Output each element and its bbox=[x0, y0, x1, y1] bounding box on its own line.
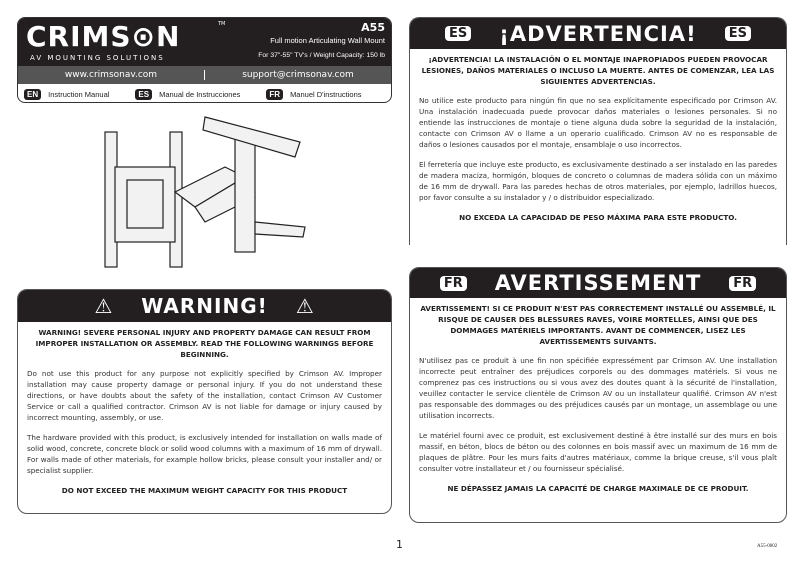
warning-es-paragraph-2: El ferretería que incluye este producto, es exclusivamente destinado a ser instalado en las paredes de madera maciza, hormigón, bloques de concreto o columnas de madera sólida con un máximo de 16 mm de drywall. Para las paredes hechas de otros materiales, por ejemplo, ladrillos huecos, por favor consulte a su instalador y / o distribuidor especializado. bbox=[419, 160, 777, 202]
product-capacity: For 37"-55" TV's / Weight Capacity: 150 lb bbox=[258, 52, 385, 59]
logo-tagline: AV MOUNTING SOLUTIONS bbox=[30, 54, 165, 62]
crimson-logo: CRIMS⊙N bbox=[26, 20, 181, 53]
language-list bbox=[18, 84, 391, 103]
warning-en-title: WARNING! bbox=[141, 294, 268, 318]
lang-badge-es: ES bbox=[135, 89, 152, 100]
warning-es-footer: NO EXCEDA LA CAPACIDAD DE PESO MÁXIMA PARA ESTE PRODUCTO. bbox=[459, 213, 737, 222]
product-description: Full motion Articulating Wall Mount bbox=[270, 36, 385, 45]
warning-fr-title: AVERTISSEMENT bbox=[494, 271, 702, 295]
warning-en-lead: WARNING! SEVERE PERSONAL INJURY AND PROPERTY DAMAGE CAN RESULT FROM IMPROPER INSTALLATION OR ASSEMBLY. READ THE FOLLOWING WARNINGS BEFORE BEGINNING. bbox=[35, 328, 374, 359]
warning-fr-paragraph-2: Le matériel fourni avec ce produit, est exclusivement destiné à être installé sur des murs en bois massif, en béton, blocs de béton ou des colonnes en bois massif avec un maximum de 16 mm de plaques de plâtre. Pour les murs faits d'autres matériaux, comme la brique creuse, s'il vous plaît consulter votre installateur et / ou fournisseur spécialisé. bbox=[419, 431, 777, 473]
page-number: 1 bbox=[396, 538, 403, 551]
website-link[interactable]: www.crimsonav.com bbox=[18, 70, 205, 80]
warning-en-section bbox=[17, 289, 392, 514]
product-header bbox=[17, 17, 392, 103]
support-email-link[interactable]: support@crimsonav.com bbox=[242, 70, 354, 80]
warning-es-paragraph-1: No utilice este producto para ningún fin que no sea explícitamente especificado por Crimson AV. Una instalación inadecuada puede provocar daños materiales o lesiones personales. Si no entiende las instrucciones de montaje o tiene alguna duda sobre la seguridad de la instalación, contacte con Crimson AV o llame a un operario cualificado. Crimson AV no es responsable de daños o lesiones causados por el montaje, ensamblaje o uso incorrectos. bbox=[419, 96, 777, 149]
warning-es-title: ¡ADVERTENCIA! bbox=[499, 21, 697, 46]
warning-fr-lead: AVERTISSEMENT! SI CE PRODUIT N'EST PAS CORRECTEMENT INSTALLÉ OU ASSEMBLÉ, IL RISQUE DE CAUSER DES BLESSURES RAVES, VOIRE MORTELLES, AINSI QUE DES DOMMAGES MATÉRIELS IMPORTANTS. AVANT DE COMMENCER, LISEZ LES AVERTISSEMENTS SUIVANTS. bbox=[420, 304, 776, 346]
document-code: A55-0002 bbox=[757, 544, 778, 549]
lang-label-en: Instruction Manual bbox=[48, 89, 110, 99]
trademark: TM bbox=[218, 21, 226, 27]
lang-label-es: Manual de Instrucciones bbox=[159, 89, 241, 99]
warning-triangle-icon: ⚠ bbox=[295, 294, 315, 318]
es-badge-icon: ES bbox=[445, 26, 471, 41]
wall-mount-illustration bbox=[95, 112, 315, 277]
es-badge-icon: ES bbox=[725, 26, 751, 41]
warning-fr-footer: NE DÉPASSEZ JAMAIS LA CAPACITÉ DE CHARGE MAXIMALE DE CE PRODUIT. bbox=[447, 484, 749, 493]
warning-es-section bbox=[409, 17, 787, 245]
warning-fr-section bbox=[409, 267, 787, 523]
lang-label-fr: Manuel D'instructions bbox=[290, 89, 362, 99]
warning-en-paragraph-1: Do not use this product for any purpose not explicitly specified by Crimson AV. Improper installation may cause property damage or personal injury. If you do not understand these directions, or have doubts about the safety of the installation, contact Crimson AV Customer Service or call a qualified contractor. Crimson AV is not liable for damage or injury caused by incorrect mounting, assembly, or use. bbox=[27, 369, 382, 422]
lang-badge-fr: FR bbox=[266, 89, 283, 100]
warning-es-lead: ¡ADVERTENCIA! LA INSTALACIÓN O EL MONTAJE INAPROPIADOS PUEDEN PROVOCAR LESIONES, DAÑOS MATERIALES O INCLUSO LA MUERTE. ANTES DE COMENZAR, LEA LAS SIGUIENTES ADVERTENCIAS. bbox=[421, 55, 775, 86]
fr-badge-icon: FR bbox=[440, 276, 467, 291]
warning-fr-paragraph-1: N'utilisez pas ce produit à une fin non spécifiée expressément par Crimson AV. Une installation incorrecte peut entraîner des préjudices corporels ou des dommages matériels. Si vous ne comprenez pas ces instructions ou si vous avez des doutes quant à la sécurité de l'installation, veuillez contacter le service clientèle de Crimson AV ou un installateur qualifié. Crimson AV n'est pas responsable des dommages ou des préjudices causés par un montage, un assemblage ou une utilisation incorrects. bbox=[419, 356, 777, 420]
model-number: A55 bbox=[361, 21, 385, 34]
lang-badge-en: EN bbox=[24, 89, 41, 100]
warning-en-paragraph-2: The hardware provided with this product, is exclusively intended for installation on walls made of solid wood, concrete, concrete block or solid wood columns with a maximum of 16 mm of drywall. For walls made of other materials, for example hollow bricks, please consult your installer and/ or specialist supplier. bbox=[27, 433, 382, 475]
warning-triangle-icon: ⚠ bbox=[94, 294, 114, 318]
warning-en-footer: DO NOT EXCEED THE MAXIMUM WEIGHT CAPACITY FOR THIS PRODUCT bbox=[61, 486, 348, 495]
fr-badge-icon: FR bbox=[729, 276, 756, 291]
